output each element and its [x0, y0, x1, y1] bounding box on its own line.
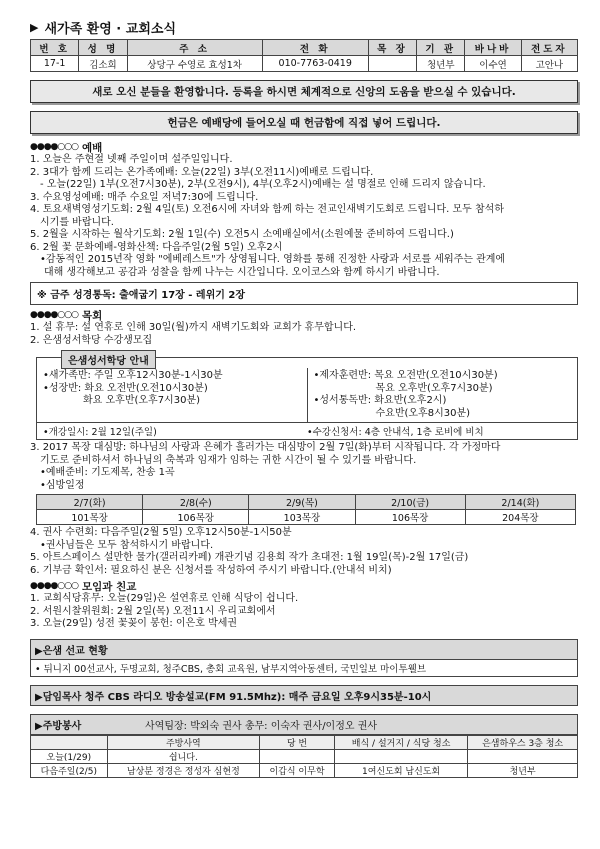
mission-body: • 뒤니지 00선교사, 두명교회, 청주CBS, 총회 교육원, 남부지역아동센터, 국민일보 마이투웰브 — [30, 660, 578, 677]
duty-cell: 이갑식 이무학 — [260, 763, 335, 777]
offering-banner: 헌금은 예배당에 들어오실 때 헌금함에 직접 넣어 드립니다. — [30, 111, 578, 134]
column-header: 바나바 — [465, 40, 521, 56]
list-item: 4. 권사 수련회: 다음주일(2월 5일) 오후12시50분-1시50분 — [30, 527, 292, 538]
news-mid-list — [30, 442, 578, 492]
list-item: 6. 2월 꽃 문화예배-영화산책: 다음주일(2월 5일) 오후2시 — [30, 241, 283, 253]
new-family-table — [30, 39, 578, 72]
list-item: •심방일정 — [40, 479, 85, 491]
worship-list — [30, 154, 578, 279]
duty-cell: 다음주일(2/5) — [31, 763, 108, 777]
column-header: 목 장 — [368, 40, 416, 56]
schedule-group: 101목장 — [37, 510, 143, 525]
radio-bar: ▶담임목사 청주 CBS 라디오 방송설교(FM 91.5Mhz): 매주 금요일 오후9시35분-10시 — [30, 685, 578, 706]
meetings-title: 모임과 친교 — [81, 580, 137, 593]
list-item: 4. 토요새벽영성기도회: 2월 4일(토) 오전6시에 자녀와 함께 하는 전교인새벽기도회로 드립니다. 모두 참석하 — [30, 204, 505, 215]
duty-bar — [30, 714, 578, 735]
school-item: 수요반(오후8시30분) — [375, 407, 471, 419]
dots-icon: ●●●●○○○ — [30, 581, 78, 591]
list-item: 대해 생각해보고 공감과 성찰을 함께 나누는 시간입니다. 오이코스와 함께 하시기 바랍니다. — [44, 266, 440, 278]
list-item: 1. 설 휴무: 설 연휴로 인해 30일(월)까지 새벽기도회와 교회가 휴무합니다. — [30, 322, 357, 333]
table-cell: 청년부 — [417, 56, 465, 72]
list-item: 2. 3대가 함께 드리는 온가족예배: 오늘(22일) 3부(오전11시)예배로 드립니다. — [30, 166, 374, 178]
table-cell: 010-7763-0419 — [262, 56, 368, 72]
duty-header — [31, 735, 108, 749]
schedule-group: 106목장 — [355, 510, 465, 525]
table-cell: 김소희 — [79, 56, 127, 72]
school-application: •수강신청서: 4층 안내석, 1층 로비에 비치 — [307, 427, 484, 438]
column-header: 전도자 — [521, 40, 577, 56]
schedule-group: 106목장 — [143, 510, 249, 525]
schedule-date: 2/10(금) — [355, 495, 465, 510]
worship-title: 예배 — [81, 141, 103, 154]
duty-cell: 남상분 정경은 정성자 심현정 — [107, 763, 259, 777]
list-item: 2. 은샘성서학당 수강생모집 — [30, 334, 153, 346]
duty-subtitle: 사역팀장: 박외숙 권사 총무: 이숙자 권사/이정오 권사 — [145, 720, 378, 732]
dots-icon: ●●●●○○○ — [30, 142, 78, 152]
column-header: 번 호 — [31, 40, 79, 56]
triangle-icon: ▶ — [30, 20, 39, 34]
table-cell: 17-1 — [31, 56, 79, 72]
duty-header: 주방사역 — [107, 735, 259, 749]
schedule-date: 2/14(화) — [465, 495, 575, 510]
list-item: - 오늘(22일) 1부(오전7시30분), 2부(오전9시), 4부(오후2시)예배는 설 명절로 인해 드리지 않습니다. — [40, 179, 486, 190]
duty-cell: 청년부 — [468, 763, 578, 777]
list-item: 6. 기부금 확인서: 필요하신 분은 신청서를 작성하여 주시기 바랍니다.(안내석 비치) — [30, 564, 392, 576]
visit-schedule-table — [36, 494, 576, 525]
list-item: 2. 서원시찰위원회: 2월 2일(목) 오전11시 우리교회에서 — [30, 605, 276, 617]
news-title: 목회 — [81, 309, 103, 322]
school-left — [37, 368, 307, 422]
duty-header: 배식 / 설거지 / 식당 청소 — [334, 735, 467, 749]
list-item: 기도로 준비하셔서 하나님의 축복과 임재가 임하는 귀한 시간이 될 수 있기를 바랍니다. — [40, 454, 417, 466]
table-cell — [368, 56, 416, 72]
list-item: 3. 2017 목장 대심방: 하나님의 사랑과 은혜가 흘러가는 대심방이 2월 7일(화)부터 시작됩니다. 각 가정마다 — [30, 442, 501, 453]
schedule-date: 2/9(목) — [249, 495, 355, 510]
table-cell: 고안나 — [521, 56, 577, 72]
schedule-date: 2/8(수) — [143, 495, 249, 510]
news-bottom-list — [30, 527, 578, 577]
school-start-date: •개강일시: 2월 12일(주일) — [43, 427, 157, 438]
duty-header: 당 번 — [260, 735, 335, 749]
table-cell: 이수연 — [465, 56, 521, 72]
table-cell: 상당구 수영로 효성1차 — [127, 56, 262, 72]
list-item: •권사님들은 모두 참석하시기 바랍니다. — [40, 539, 214, 551]
column-header: 주 소 — [127, 40, 262, 56]
list-item: •감동적인 2015년작 영화 "에베레스트"가 상영됩니다. 영화를 통해 진정한 사랑과 서로를 세워주는 관계에 — [40, 254, 506, 265]
bulletin-page — [30, 18, 578, 778]
worship-header — [30, 140, 578, 154]
school-item: 목요 오후반(오후7시30분) — [375, 382, 493, 394]
list-item: 3. 오늘(29일) 성전 꽃꽂이 봉헌: 이은호 박세권 — [30, 618, 238, 629]
school-item: •제자훈련반: 목요 오전반(오전10시30분) — [313, 370, 498, 381]
mission-bar: ▶은샘 선교 현황 — [30, 639, 578, 660]
school-item: •성장반: 화요 오전반(오전10시30분) — [43, 382, 208, 394]
school-bottom — [37, 422, 577, 439]
school-right — [307, 368, 578, 422]
kitchen-duty-table — [30, 735, 578, 778]
meetings-header — [30, 579, 578, 593]
list-item: 1. 교회식당휴무: 오늘(29일)은 설연휴로 인해 식당이 쉽니다. — [30, 593, 299, 604]
schedule-group: 204목장 — [465, 510, 575, 525]
duty-cell: 1여신도회 남신도회 — [334, 763, 467, 777]
column-header: 기 관 — [417, 40, 465, 56]
column-header: 전 화 — [262, 40, 368, 56]
school-item: •새가족반: 주일 오후12시30분-1시30분 — [43, 370, 223, 381]
duty-cell — [468, 749, 578, 763]
list-item: •예배준비: 기도제목, 찬송 1곡 — [40, 467, 175, 478]
school-item: •성서통독반: 화요반(오후2시) — [313, 395, 447, 406]
bible-reading: ※ 금주 성경통독: 출애굽기 17장 - 레위기 2장 — [30, 282, 578, 305]
list-item: 1. 오늘은 주현절 넷째 주일이며 설주일입니다. — [30, 154, 233, 165]
welcome-banner: 새로 오신 분들을 환영합니다. 등록을 하시면 체계적으로 신앙의 도움을 받으실 수 있습니다. — [30, 80, 578, 103]
duty-cell — [334, 749, 467, 763]
dots-icon: ●●●●○○○ — [30, 310, 78, 320]
list-item: 3. 수요영성예배: 매주 수요일 저녁7:30에 드립니다. — [30, 191, 259, 203]
bible-school-box — [36, 357, 578, 440]
duty-cell — [260, 749, 335, 763]
duty-cell: 오늘(1/29) — [31, 749, 108, 763]
section-title: 새가족 환영 · 교회소식 — [44, 21, 177, 37]
list-item: 5. 아트스페이스 설만한 물가(갤러리카페) 개관기념 김용희 작가 초대전: 1월 19일(목)-2월 17일(금) — [30, 552, 469, 563]
school-item: 화요 오후반(오후7시30분) — [83, 395, 201, 406]
schedule-date: 2/7(화) — [37, 495, 143, 510]
column-header: 성 명 — [79, 40, 127, 56]
list-item: 5. 2월을 시작하는 월삭기도회: 2월 1일(수) 오전5시 소예배실에서(소원예물 준비하여 드립니다.) — [30, 229, 454, 240]
duty-title: ▶주방봉사 — [35, 720, 82, 732]
schedule-group: 103목장 — [249, 510, 355, 525]
news-header — [30, 308, 578, 322]
section-header — [30, 18, 578, 36]
list-item: 시기를 바랍니다. — [40, 216, 114, 228]
duty-cell: 쉽니다. — [107, 749, 259, 763]
duty-header: 은샘하우스 3층 청소 — [468, 735, 578, 749]
bible-school-tab: 은샘성서학당 안내 — [61, 350, 156, 369]
